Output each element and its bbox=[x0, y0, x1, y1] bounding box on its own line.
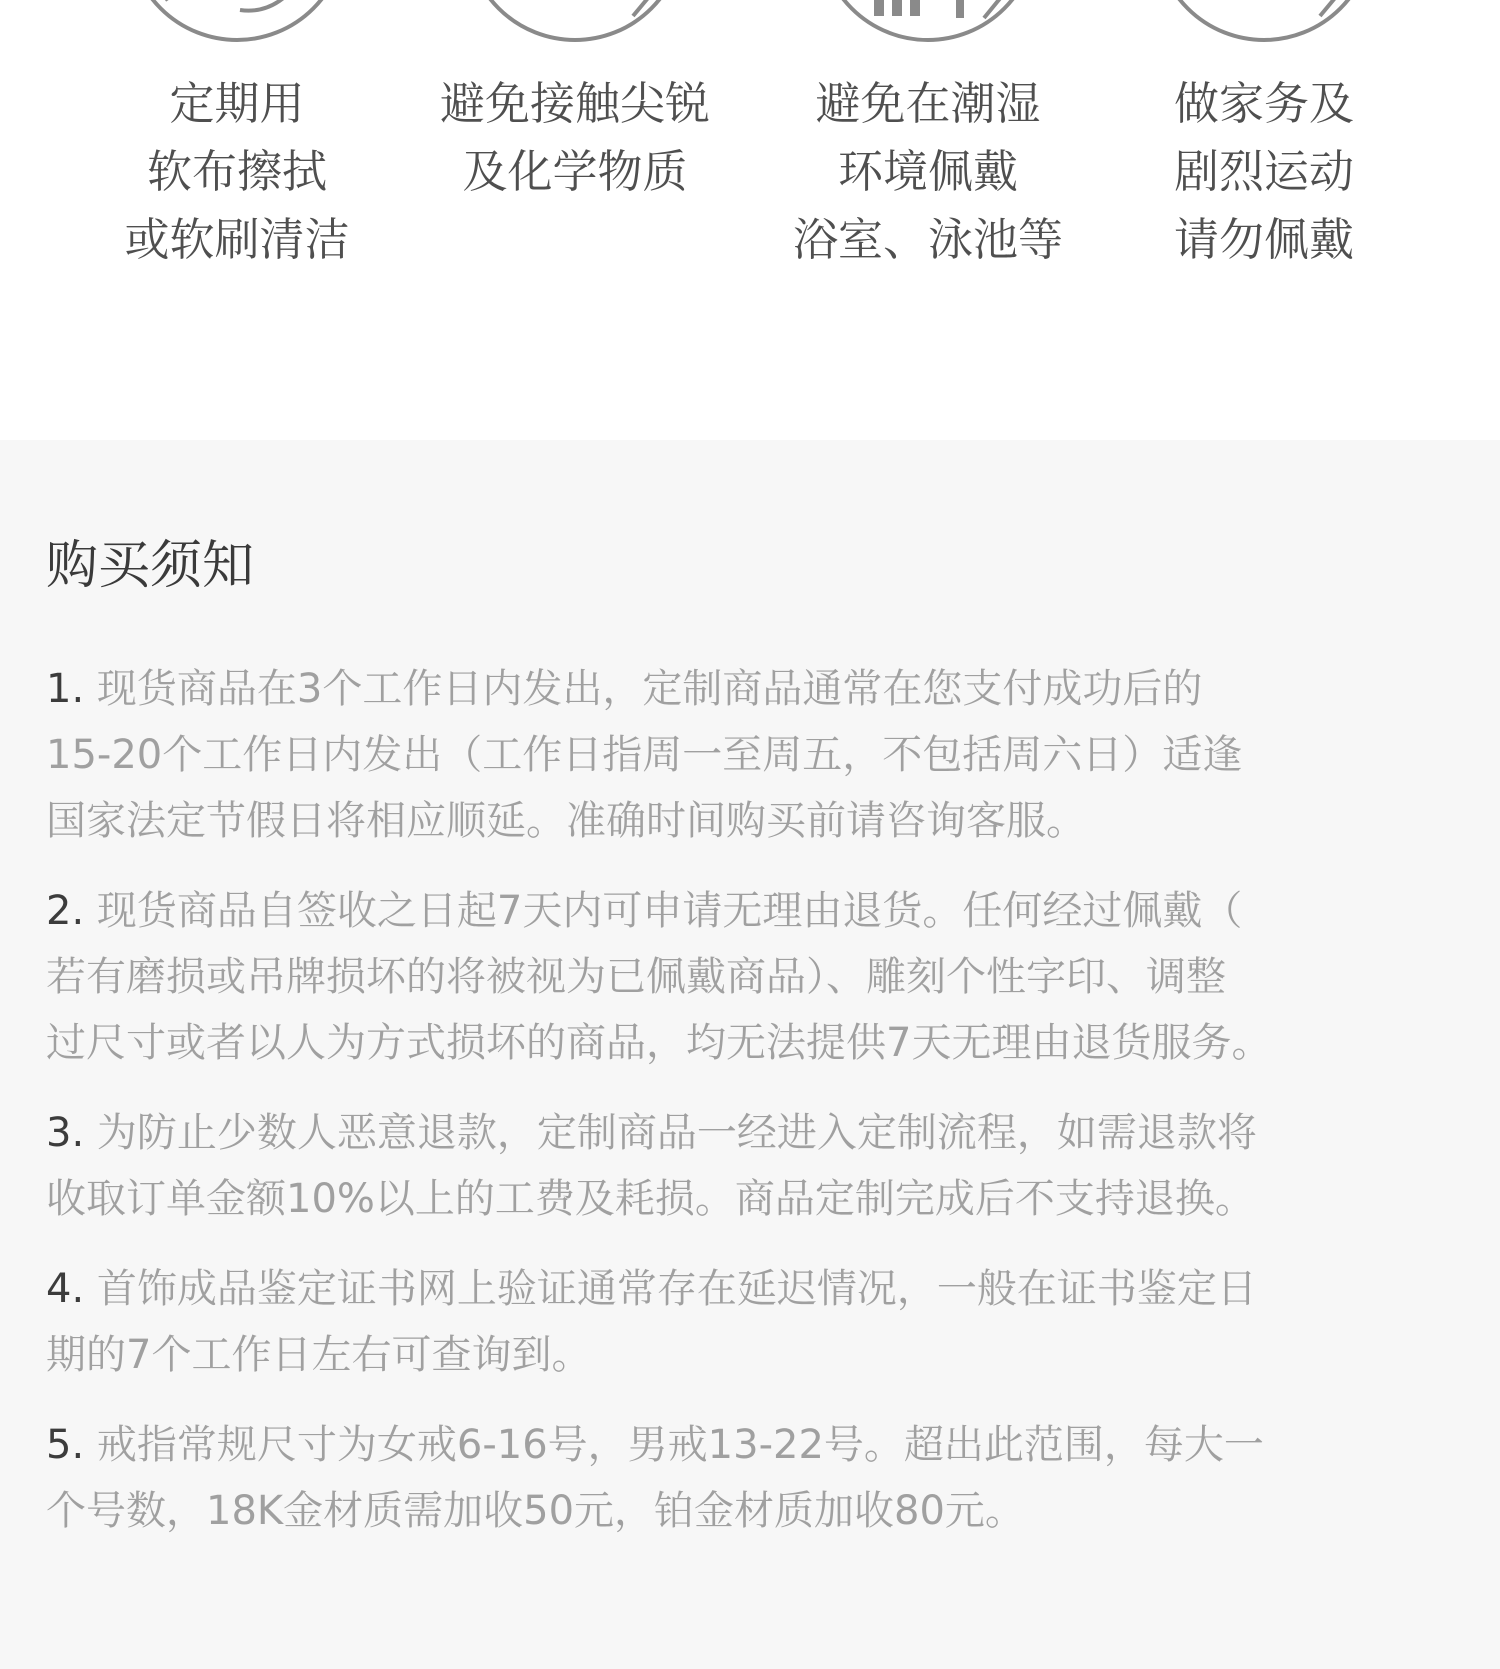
notice-item-text: 戒指常规尺寸为女戒6-16号，男戒13-22号。超出此范围，每大一 bbox=[96, 1422, 1264, 1468]
notice-item bbox=[46, 1256, 1466, 1388]
care-text-no-housework bbox=[1094, 70, 1434, 274]
care-section bbox=[0, 0, 1500, 440]
care-text-no-humidity bbox=[758, 70, 1098, 274]
care-line: 软布擦拭 bbox=[146, 145, 327, 198]
notice-title: 购买须知 bbox=[46, 536, 255, 596]
notice-item-number: 1. bbox=[46, 666, 85, 712]
care-line: 或软刷清洁 bbox=[124, 213, 350, 266]
care-item-cleaning bbox=[67, 0, 407, 300]
care-line: 及化学物质 bbox=[462, 145, 688, 198]
care-line: 做家务及 bbox=[1173, 77, 1354, 130]
notice-item bbox=[46, 878, 1466, 1076]
notice-item-text: 个号数，18K金材质需加收50元，铂金材质加收80元。 bbox=[46, 1488, 1025, 1534]
notice-list bbox=[46, 656, 1466, 1568]
notice-item bbox=[46, 1100, 1466, 1232]
care-line: 剧烈运动 bbox=[1173, 145, 1354, 198]
notice-item-number: 3. bbox=[46, 1110, 85, 1156]
care-item-no-humidity bbox=[758, 0, 1098, 300]
care-line: 环境佩戴 bbox=[837, 145, 1018, 198]
no-sharp-chemical-icon bbox=[463, 0, 687, 44]
care-line: 避免在潮湿 bbox=[815, 77, 1041, 130]
care-line: 浴室、泳池等 bbox=[792, 213, 1063, 266]
notice-item bbox=[46, 1412, 1466, 1544]
care-text-cleaning bbox=[67, 70, 407, 274]
notice-item-number: 4. bbox=[46, 1266, 85, 1312]
notice-item bbox=[46, 656, 1466, 854]
notice-item-text: 若有磨损或吊牌损坏的将被视为已佩戴商品）、雕刻个性字印、调整 bbox=[46, 954, 1226, 1000]
no-housework-icon bbox=[1152, 0, 1376, 44]
notice-item-text: 收取订单金额10%以上的工费及耗损。商品定制完成后不支持退换。 bbox=[46, 1176, 1255, 1222]
notice-item-text: 为防止少数人恶意退款，定制商品一经进入定制流程，如需退款将 bbox=[96, 1110, 1257, 1156]
care-line: 定期用 bbox=[169, 77, 305, 130]
purchase-notice-section bbox=[0, 440, 1500, 1669]
care-line: 请勿佩戴 bbox=[1173, 213, 1354, 266]
care-item-no-sharp bbox=[405, 0, 745, 300]
care-item-no-housework bbox=[1094, 0, 1434, 300]
notice-item-text: 现货商品在3个工作日内发出，定制商品通常在您支付成功后的 bbox=[96, 666, 1203, 712]
care-line: 避免接触尖锐 bbox=[439, 77, 710, 130]
care-text-no-sharp bbox=[405, 70, 745, 206]
notice-item-number: 5. bbox=[46, 1422, 85, 1468]
notice-item-text: 期的7个工作日左右可查询到。 bbox=[46, 1332, 592, 1378]
notice-item-text: 过尺寸或者以人为方式损坏的商品，均无法提供7天无理由退货服务。 bbox=[46, 1020, 1272, 1066]
no-humidity-icon bbox=[816, 0, 1040, 44]
notice-item-text: 15-20个工作日内发出（工作日指周一至周五，不包括周六日）适逢 bbox=[46, 732, 1243, 778]
notice-item-text: 国家法定节假日将相应顺延。准确时间购买前请咨询客服。 bbox=[46, 798, 1086, 844]
soft-cloth-icon bbox=[125, 0, 349, 44]
notice-item-text: 现货商品自签收之日起7天内可申请无理由退货。任何经过佩戴（ bbox=[96, 888, 1243, 934]
notice-item-text: 首饰成品鉴定证书网上验证通常存在延迟情况，一般在证书鉴定日 bbox=[96, 1266, 1257, 1312]
notice-item-number: 2. bbox=[46, 888, 85, 934]
